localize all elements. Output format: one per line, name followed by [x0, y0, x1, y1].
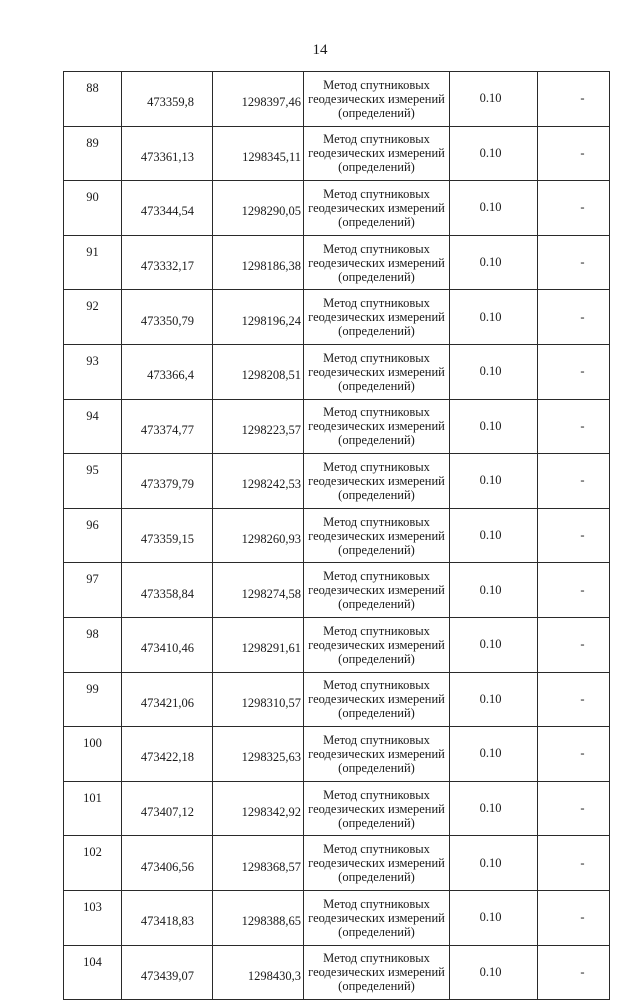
method-line-3: (определений)	[338, 597, 415, 612]
method-line-1: Метод спутниковых	[323, 623, 430, 638]
method-cell	[304, 399, 450, 454]
accuracy-cell: 0.10	[450, 290, 538, 345]
x-coordinate-cell: 473358,84	[122, 563, 213, 618]
y-coordinate-cell: 1298342,92	[213, 781, 304, 836]
method-cell	[304, 836, 450, 891]
y-coordinate-cell: 1298345,11	[213, 126, 304, 181]
method-cell	[304, 344, 450, 399]
point-number-cell: 97	[64, 563, 122, 618]
y-coordinate-cell: 1298291,61	[213, 617, 304, 672]
method-cell	[304, 727, 450, 782]
point-number-cell: 98	[64, 617, 122, 672]
method-line-2: геодезических измерений	[308, 746, 445, 761]
table-row	[64, 727, 610, 782]
x-coordinate-cell: 473332,17	[122, 235, 213, 290]
accuracy-cell: 0.10	[450, 617, 538, 672]
method-line-3: (определений)	[338, 706, 415, 721]
x-coordinate-cell: 473422,18	[122, 727, 213, 782]
method-line-1: Метод спутниковых	[323, 459, 430, 474]
description-cell: -	[538, 836, 610, 891]
table-row	[64, 781, 610, 836]
x-coordinate-cell: 473410,46	[122, 617, 213, 672]
x-coordinate-cell: 473379,79	[122, 454, 213, 509]
method-line-1: Метод спутниковых	[323, 514, 430, 529]
method-line-3: (определений)	[338, 105, 415, 120]
description-cell: -	[538, 344, 610, 399]
x-coordinate-cell: 473350,79	[122, 290, 213, 345]
method-line-3: (определений)	[338, 324, 415, 339]
description-cell: -	[538, 72, 610, 127]
y-coordinate-cell: 1298325,63	[213, 727, 304, 782]
point-number-cell: 90	[64, 181, 122, 236]
point-number-cell: 95	[64, 454, 122, 509]
method-line-3: (определений)	[338, 979, 415, 994]
accuracy-cell: 0.10	[450, 563, 538, 618]
description-cell: -	[538, 672, 610, 727]
accuracy-cell: 0.10	[450, 454, 538, 509]
accuracy-cell: 0.10	[450, 945, 538, 1000]
method-line-1: Метод спутниковых	[323, 405, 430, 420]
method-line-1: Метод спутниковых	[323, 77, 430, 92]
method-line-3: (определений)	[338, 160, 415, 175]
method-line-3: (определений)	[338, 433, 415, 448]
method-cell	[304, 72, 450, 127]
method-line-3: (определений)	[338, 269, 415, 284]
accuracy-cell: 0.10	[450, 72, 538, 127]
method-cell	[304, 454, 450, 509]
description-cell: -	[538, 454, 610, 509]
y-coordinate-cell: 1298368,57	[213, 836, 304, 891]
description-cell: -	[538, 890, 610, 945]
table-row	[64, 290, 610, 345]
method-line-1: Метод спутниковых	[323, 350, 430, 365]
y-coordinate-cell: 1298260,93	[213, 508, 304, 563]
point-number-cell: 88	[64, 72, 122, 127]
method-line-3: (определений)	[338, 760, 415, 775]
point-number-cell: 102	[64, 836, 122, 891]
method-line-1: Метод спутниковых	[323, 186, 430, 201]
accuracy-cell: 0.10	[450, 344, 538, 399]
description-cell: -	[538, 235, 610, 290]
table-row	[64, 126, 610, 181]
x-coordinate-cell: 473418,83	[122, 890, 213, 945]
method-line-1: Метод спутниковых	[323, 896, 430, 911]
table-row	[64, 181, 610, 236]
accuracy-cell: 0.10	[450, 672, 538, 727]
table-row	[64, 617, 610, 672]
x-coordinate-cell: 473366,4	[122, 344, 213, 399]
method-cell	[304, 181, 450, 236]
description-cell: -	[538, 126, 610, 181]
y-coordinate-cell: 1298290,05	[213, 181, 304, 236]
method-line-2: геодезических измерений	[308, 419, 445, 434]
method-line-3: (определений)	[338, 815, 415, 830]
y-coordinate-cell: 1298310,57	[213, 672, 304, 727]
method-line-1: Метод спутниковых	[323, 787, 430, 802]
point-number-cell: 93	[64, 344, 122, 399]
method-cell	[304, 781, 450, 836]
y-coordinate-cell: 1298223,57	[213, 399, 304, 454]
method-line-1: Метод спутниковых	[323, 678, 430, 693]
table-body	[64, 72, 610, 1000]
accuracy-cell: 0.10	[450, 399, 538, 454]
description-cell: -	[538, 399, 610, 454]
point-number-cell: 103	[64, 890, 122, 945]
accuracy-cell: 0.10	[450, 781, 538, 836]
table-row	[64, 399, 610, 454]
method-cell	[304, 290, 450, 345]
method-line-3: (определений)	[338, 924, 415, 939]
table-row	[64, 672, 610, 727]
x-coordinate-cell: 473407,12	[122, 781, 213, 836]
method-line-2: геодезических измерений	[308, 91, 445, 106]
method-line-2: геодезических измерений	[308, 637, 445, 652]
point-number-cell: 101	[64, 781, 122, 836]
description-cell: -	[538, 727, 610, 782]
x-coordinate-cell: 473361,13	[122, 126, 213, 181]
point-number-cell: 96	[64, 508, 122, 563]
method-cell	[304, 508, 450, 563]
table-row	[64, 235, 610, 290]
method-line-3: (определений)	[338, 542, 415, 557]
method-cell	[304, 235, 450, 290]
method-line-2: геодезических измерений	[308, 146, 445, 161]
accuracy-cell: 0.10	[450, 836, 538, 891]
method-line-3: (определений)	[338, 378, 415, 393]
accuracy-cell: 0.10	[450, 727, 538, 782]
point-number-cell: 91	[64, 235, 122, 290]
method-cell	[304, 563, 450, 618]
x-coordinate-cell: 473359,8	[122, 72, 213, 127]
y-coordinate-cell: 1298186,38	[213, 235, 304, 290]
description-cell: -	[538, 617, 610, 672]
description-cell: -	[538, 290, 610, 345]
description-cell: -	[538, 181, 610, 236]
x-coordinate-cell: 473344,54	[122, 181, 213, 236]
y-coordinate-cell: 1298208,51	[213, 344, 304, 399]
method-line-2: геодезических измерений	[308, 910, 445, 925]
method-line-1: Метод спутниковых	[323, 732, 430, 747]
point-number-cell: 100	[64, 727, 122, 782]
method-line-2: геодезических измерений	[308, 310, 445, 325]
method-cell	[304, 890, 450, 945]
x-coordinate-cell: 473359,15	[122, 508, 213, 563]
table-row	[64, 945, 610, 1000]
method-line-2: геодезических измерений	[308, 364, 445, 379]
table-row	[64, 563, 610, 618]
accuracy-cell: 0.10	[450, 181, 538, 236]
method-line-2: геодезических измерений	[308, 801, 445, 816]
coordinates-table	[63, 71, 610, 1000]
method-line-2: геодезических измерений	[308, 965, 445, 980]
method-line-1: Метод спутниковых	[323, 951, 430, 966]
y-coordinate-cell: 1298397,46	[213, 72, 304, 127]
method-line-1: Метод спутниковых	[323, 569, 430, 584]
method-line-2: геодезических измерений	[308, 692, 445, 707]
method-line-2: геодезических измерений	[308, 255, 445, 270]
point-number-cell: 89	[64, 126, 122, 181]
x-coordinate-cell: 473374,77	[122, 399, 213, 454]
method-cell	[304, 617, 450, 672]
method-line-1: Метод спутниковых	[323, 296, 430, 311]
method-line-2: геодезических измерений	[308, 528, 445, 543]
point-number-cell: 92	[64, 290, 122, 345]
method-line-3: (определений)	[338, 487, 415, 502]
method-line-1: Метод спутниковых	[323, 132, 430, 147]
method-line-2: геодезических измерений	[308, 856, 445, 871]
table-row	[64, 890, 610, 945]
method-line-1: Метод спутниковых	[323, 241, 430, 256]
method-line-2: геодезических измерений	[308, 200, 445, 215]
accuracy-cell: 0.10	[450, 890, 538, 945]
table-row	[64, 344, 610, 399]
table-row	[64, 508, 610, 563]
x-coordinate-cell: 473439,07	[122, 945, 213, 1000]
description-cell: -	[538, 781, 610, 836]
x-coordinate-cell: 473406,56	[122, 836, 213, 891]
method-line-3: (определений)	[338, 214, 415, 229]
method-line-2: геодезических измерений	[308, 583, 445, 598]
description-cell: -	[538, 945, 610, 1000]
page-number: 14	[312, 42, 328, 58]
x-coordinate-cell: 473421,06	[122, 672, 213, 727]
table-row	[64, 836, 610, 891]
description-cell: -	[538, 563, 610, 618]
method-line-2: геодезических измерений	[308, 473, 445, 488]
description-cell: -	[538, 508, 610, 563]
accuracy-cell: 0.10	[450, 126, 538, 181]
y-coordinate-cell: 1298242,53	[213, 454, 304, 509]
method-line-3: (определений)	[338, 870, 415, 885]
point-number-cell: 99	[64, 672, 122, 727]
method-cell	[304, 945, 450, 1000]
method-line-1: Метод спутниковых	[323, 842, 430, 857]
y-coordinate-cell: 1298430,3	[213, 945, 304, 1000]
point-number-cell: 94	[64, 399, 122, 454]
method-cell	[304, 672, 450, 727]
point-number-cell: 104	[64, 945, 122, 1000]
method-line-3: (определений)	[338, 651, 415, 666]
accuracy-cell: 0.10	[450, 508, 538, 563]
table-row	[64, 72, 610, 127]
y-coordinate-cell: 1298388,65	[213, 890, 304, 945]
table-row	[64, 454, 610, 509]
y-coordinate-cell: 1298196,24	[213, 290, 304, 345]
y-coordinate-cell: 1298274,58	[213, 563, 304, 618]
method-cell	[304, 126, 450, 181]
accuracy-cell: 0.10	[450, 235, 538, 290]
